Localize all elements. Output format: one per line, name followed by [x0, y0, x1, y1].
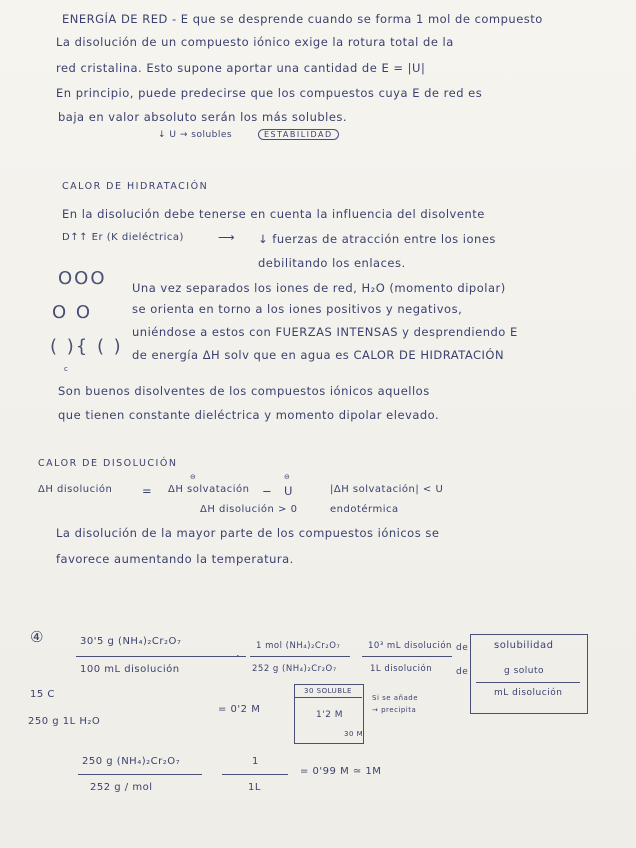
equation-term: =: [142, 484, 153, 498]
arrow: ⟶: [218, 230, 235, 244]
text-line: de energía ΔH solv que en agua es CALOR DE HIDRATACIÓN: [132, 348, 505, 362]
ion-sketch: ( ){ ( ): [50, 336, 123, 357]
word-de: de: [456, 643, 469, 653]
text-line: favorece aumentando la temperatura.: [56, 552, 294, 566]
equation-term: ΔH disolución > 0: [200, 504, 298, 515]
text-line: ENERGÍA DE RED - E que se desprende cuando se forma 1 mol de compuesto: [62, 12, 543, 26]
fraction-den: 1L: [248, 782, 261, 793]
fraction-bar: [476, 682, 580, 683]
fraction-num: 30'5 g (NH₄)₂Cr₂O₇: [80, 636, 182, 647]
stability-box: ESTABILIDAD: [258, 129, 339, 140]
text-line: Una vez separados los iones de red, H₂O (momento dipolar): [132, 281, 506, 295]
text-line: ↓ fuerzas de atracción entre los iones: [258, 232, 496, 246]
fraction-num: 1: [252, 756, 259, 767]
dot-operator: ·: [236, 649, 241, 663]
text-line: La disolución de un compuesto iónico exige la rotura total de la: [56, 35, 454, 49]
text-line: La disolución de la mayor parte de los compuestos iónicos se: [56, 526, 440, 540]
side-note: Si se añade: [372, 694, 419, 702]
fraction-num: 250 g (NH₄)₂Cr₂O₇: [82, 756, 181, 767]
equation-term: ⊖: [190, 473, 197, 481]
ion-sketch: O O: [52, 302, 93, 323]
fraction-num: 1 mol (NH₄)₂Cr₂O₇: [256, 641, 341, 651]
fraction-bar: [250, 656, 350, 657]
text-line: baja en valor absoluto serán los más solubles.: [58, 110, 348, 124]
fraction-bar: [222, 774, 288, 775]
text-line: red cristalina. Esto supone aportar una cantidad de E = |U|: [56, 61, 426, 75]
equation-term: endotérmica: [330, 504, 399, 515]
ion-sketch: OOO: [58, 268, 107, 289]
final-result: = 0'99 M ≃ 1M: [300, 766, 382, 777]
equation-term: ⊖: [284, 473, 291, 481]
temperature: 15 C: [30, 689, 55, 700]
fraction-bar: [362, 656, 452, 657]
solubility-numerator: g soluto: [504, 666, 545, 676]
side-note: ↓ U → solubles: [158, 130, 233, 140]
fraction-den: 1L disolución: [370, 664, 433, 674]
data-line: 250 g 1L H₂O: [28, 716, 101, 727]
equation-term: ΔH solvatación: [168, 484, 250, 495]
fraction-den: 252 g / mol: [90, 782, 153, 793]
equation-term: ΔH disolución: [38, 484, 113, 495]
text-line: que tienen constante dieléctrica y momento dipolar elevado.: [58, 408, 440, 422]
section-title: CALOR DE DISOLUCIÓN: [38, 458, 178, 469]
solubility-denominator: mL disolución: [494, 688, 563, 698]
scale-bot: 30 M: [344, 730, 364, 738]
ion-sketch-label: c: [64, 365, 69, 373]
equation-term: U: [284, 484, 293, 498]
equation-term: −: [262, 484, 273, 498]
text-line: En principio, puede predecirse que los compuestos cuya E de red es: [56, 86, 483, 100]
text-line: se orienta en torno a los iones positivos y negativos,: [132, 302, 463, 316]
fraction-bar: [78, 774, 202, 775]
text-line: uniéndose a estos con FUERZAS INTENSAS y desprendiendo E: [132, 325, 518, 339]
text-line: En la disolución debe tenerse en cuenta la influencia del disolvente: [62, 207, 485, 221]
text-line: D↑↑ Er (K dieléctrica): [62, 232, 184, 243]
scale-mid: 1'2 M: [316, 710, 344, 720]
problem-number: ④: [30, 628, 44, 646]
solubility-label: solubilidad: [494, 640, 554, 651]
fraction-den: 100 mL disolución: [80, 664, 180, 675]
section-title: CALOR DE HIDRATACIÓN: [62, 181, 209, 192]
side-note: → precipita: [372, 706, 417, 714]
word-de: de: [456, 667, 469, 677]
equation-term: |ΔH solvatación| < U: [330, 484, 444, 495]
text-line: debilitando los enlaces.: [258, 256, 406, 270]
fraction-bar: [76, 656, 246, 657]
text-line: Son buenos disolventes de los compuestos iónicos aquellos: [58, 384, 430, 398]
scale-line: [294, 697, 362, 698]
result-value: = 0'2 M: [218, 704, 261, 715]
fraction-den: 252 g (NH₄)₂Cr₂O₇: [252, 664, 337, 674]
fraction-num: 10³ mL disolución: [368, 641, 452, 651]
scale-top: 30 SOLUBLE: [304, 687, 352, 695]
